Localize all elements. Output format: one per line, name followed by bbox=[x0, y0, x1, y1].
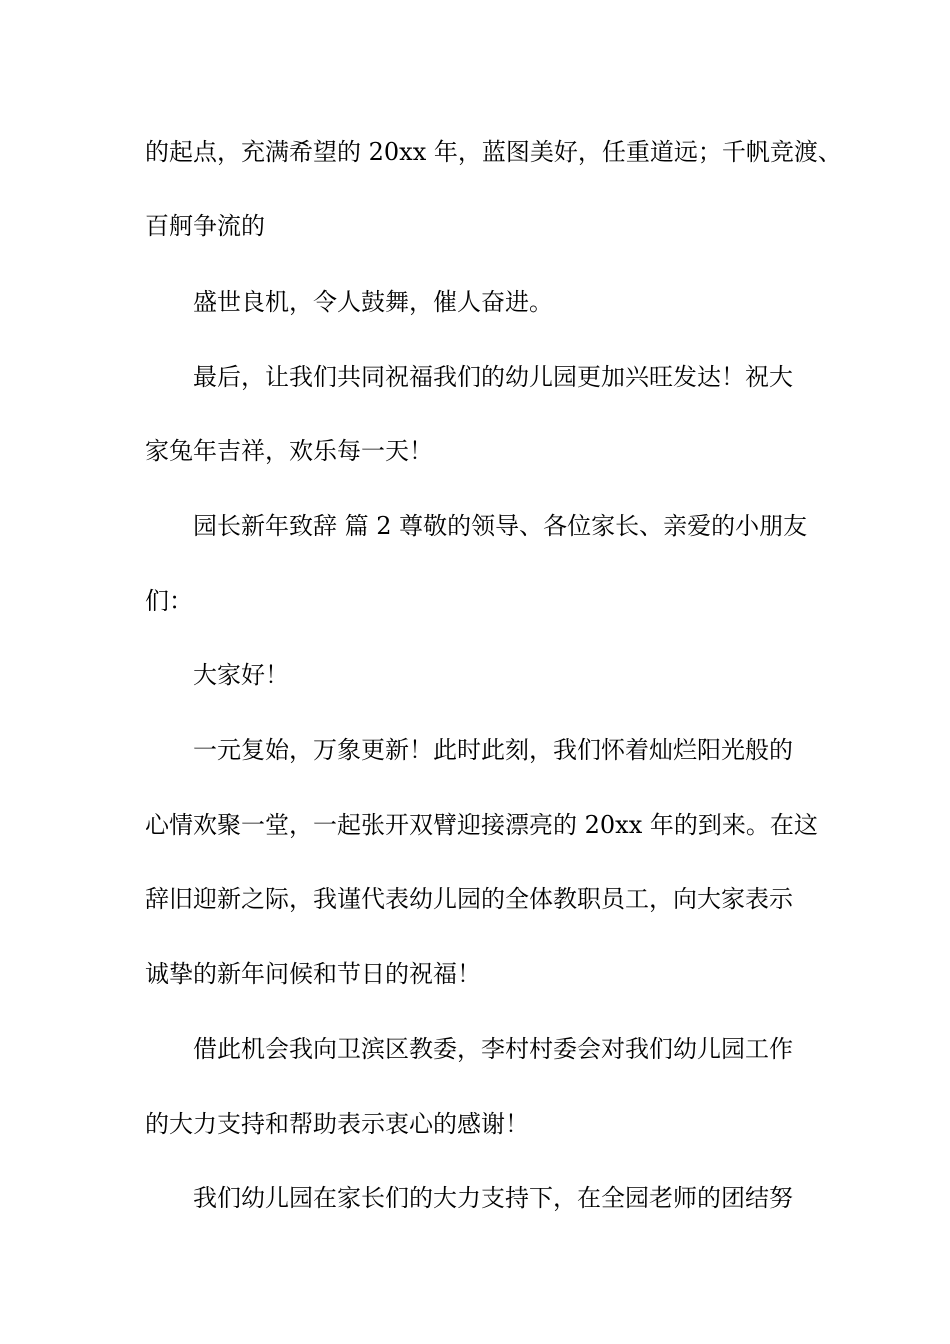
text-line-2: 百舸争流的 bbox=[145, 212, 265, 240]
text-line-3: 盛世良机，令人鼓舞，催人奋进。 bbox=[193, 288, 553, 316]
text-line-12: 诚挚的新年问候和节日的祝福！ bbox=[145, 960, 481, 988]
text-line-6: 园长新年致辞 篇 2 尊敬的领导、各位家长、亲爱的小朋友 bbox=[193, 512, 808, 540]
text-line-11: 辞旧迎新之际，我谨代表幼儿园的全体教职员工，向大家表示 bbox=[145, 885, 793, 913]
text-line-14: 的大力支持和帮助表示衷心的感谢！ bbox=[145, 1110, 529, 1138]
text-line-10: 心情欢聚一堂，一起张开双臂迎接漂亮的 20xx 年的到来。在这 bbox=[145, 811, 818, 839]
text-line-5: 家兔年吉祥，欢乐每一天！ bbox=[145, 437, 433, 465]
text-line-4: 最后，让我们共同祝福我们的幼儿园更加兴旺发达！祝大 bbox=[193, 363, 793, 391]
text-line-9: 一元复始，万象更新！此时此刻，我们怀着灿烂阳光般的 bbox=[193, 736, 793, 764]
text-line-13: 借此机会我向卫滨区教委，李村村委会对我们幼儿园工作 bbox=[193, 1035, 793, 1063]
text-line-15: 我们幼儿园在家长们的大力支持下，在全园老师的团结努 bbox=[193, 1184, 793, 1212]
text-line-8: 大家好！ bbox=[193, 661, 289, 689]
text-line-1: 的起点，充满希望的 20xx 年，蓝图美好，任重道远；千帆竞渡、 bbox=[145, 138, 842, 166]
text-line-7: 们： bbox=[145, 587, 193, 615]
